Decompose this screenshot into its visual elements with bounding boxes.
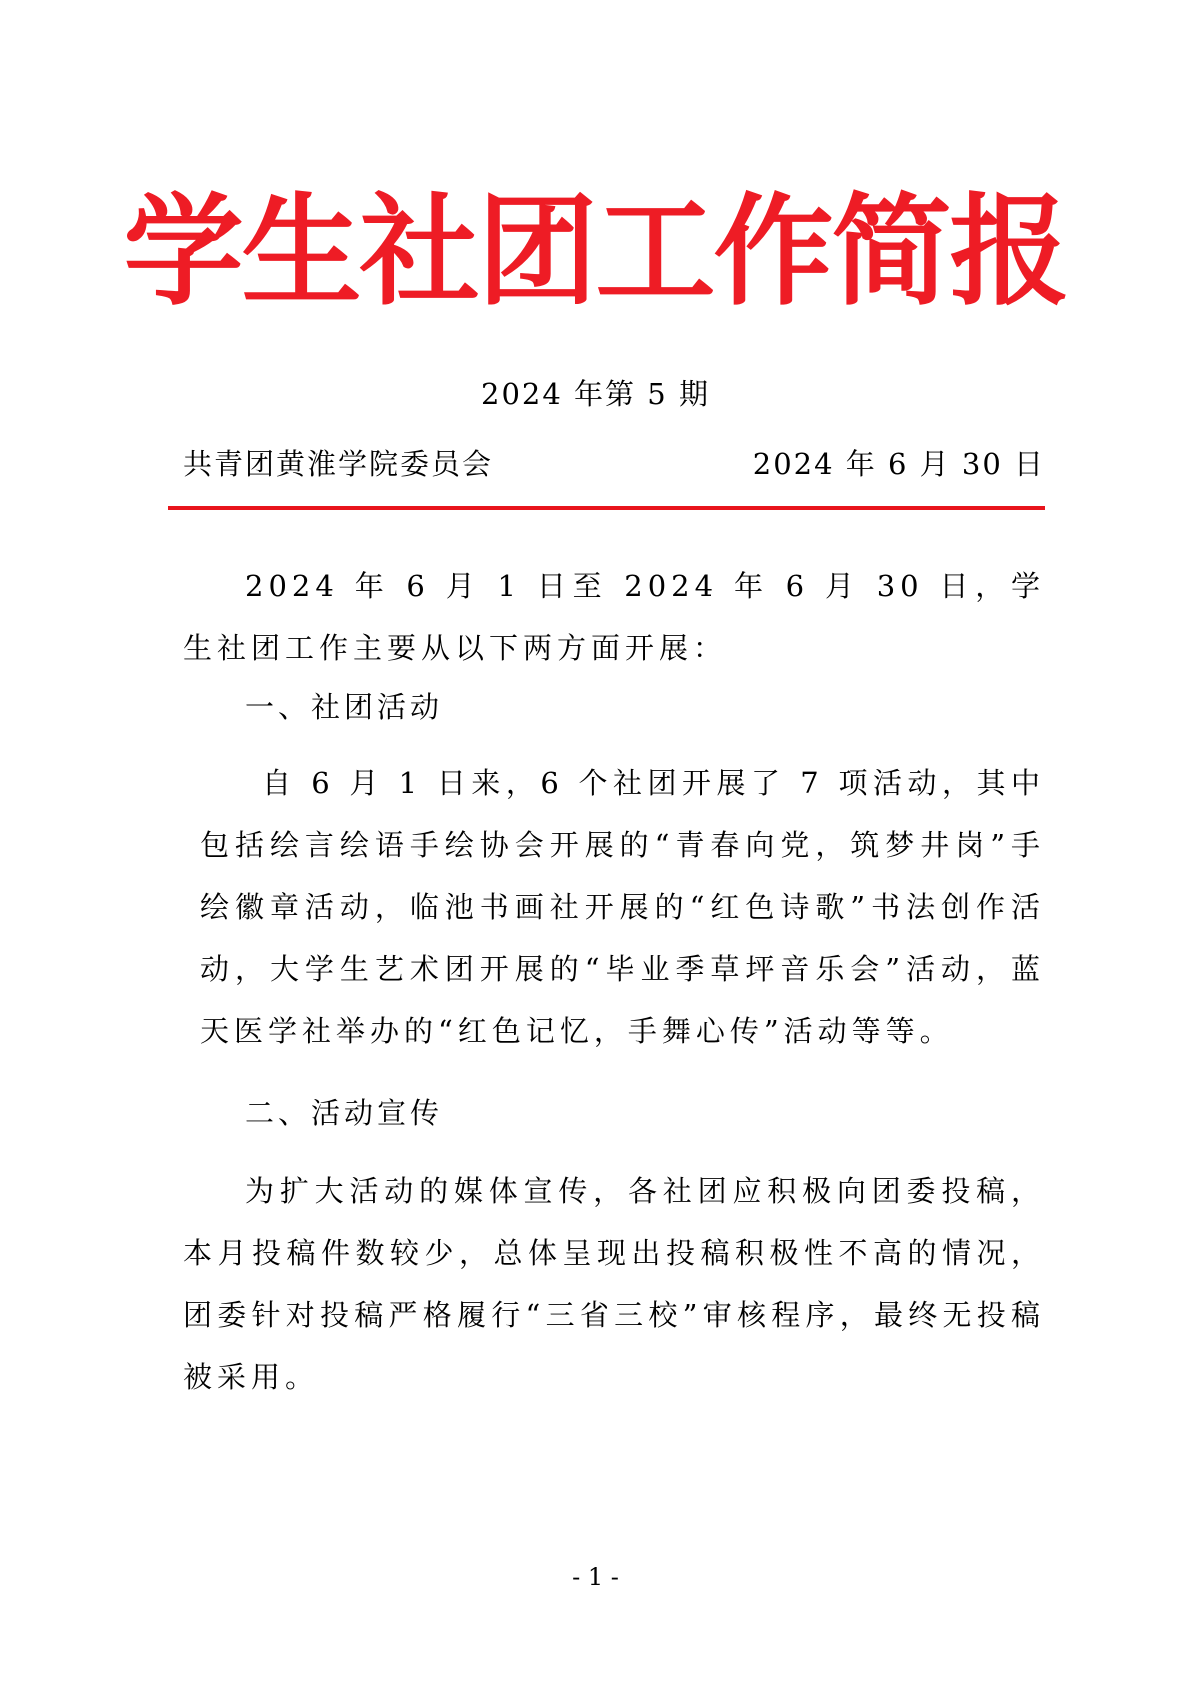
intro-paragraph: 2024 年 6 月 1 日至 2024 年 6 月 30 日，学生社团工作主要从以下两方面开展： <box>183 569 1045 665</box>
section-heading-activities: 一、社团活动 <box>245 690 444 724</box>
activities-paragraph: 自 6 月 1 日来，6 个社团开展了 7 项活动，其中包括绘言绘语手绘协会开展的“青春向党，筑梦井岗”手绘徽章活动，临池书画社开展的“红色诗歌”书法创作活动，大学生艺术团开展的“毕业季草坪音乐会”活动，蓝天医学社举办的“红色记忆，手舞心传”活动等等。 <box>200 766 1045 1048</box>
issue-date: 2024 年 6 月 30 日 <box>752 447 1045 481</box>
issue-number: 2024 年第 5 期 <box>481 377 710 411</box>
meta-row <box>183 444 1045 484</box>
masthead-title: 学生社团工作简报 <box>123 183 1068 322</box>
red-divider-line <box>168 506 1045 510</box>
page-number: - 1 - <box>572 1563 619 1591</box>
issuer-name: 共青团黄淮学院委员会 <box>183 447 494 481</box>
publicity-paragraph: 为扩大活动的媒体宣传，各社团应积极向团委投稿，本月投稿件数较少，总体呈现出投稿积极性不高的情况，团委针对投稿严格履行“三省三校”审核程序，最终无投稿被采用。 <box>183 1174 1045 1394</box>
section-heading-publicity: 二、活动宣传 <box>245 1096 444 1130</box>
